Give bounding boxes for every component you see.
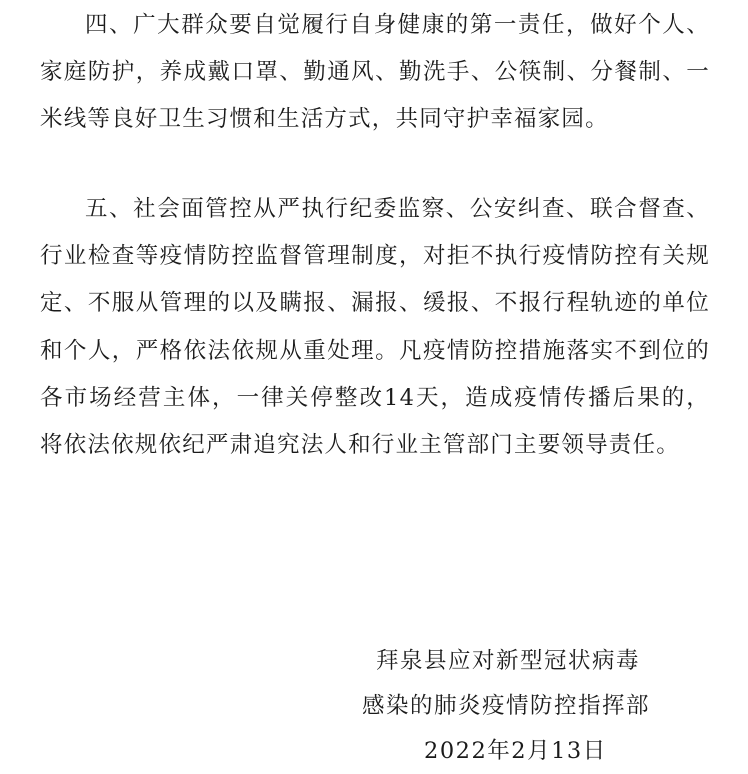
issue-date: 2022年2月13日 (424, 738, 607, 764)
issuing-org-line-2: 感染的肺炎疫情防控指挥部 (362, 693, 651, 719)
paragraph-item-5: 五、社会面管控从严执行纪委监察、公安纠查、联合督查、行业检查等疫情防控监督管理制度，对拒不执行疫情防控有关规定、不服从管理的以及瞒报、漏报、缓报、不报行程轨迹的单位和个人，严格依法依规从重处理。凡疫情防控措施落实不到位的各市场经营主体，一律关停整改14天，造成疫情传播后果的，将依法依规依纪严肃追究法人和行业主管部门主要领导责任。 (40, 196, 710, 459)
issuing-org-line-1: 拜泉县应对新型冠状病毒 (376, 648, 641, 674)
paragraph-item-4: 四、广大群众要自觉履行自身健康的第一责任，做好个人、家庭防护，养成戴口罩、勤通风、勤洗手、公筷制、分餐制、一米线等良好卫生习惯和生活方式，共同守护幸福家园。 (40, 12, 710, 133)
